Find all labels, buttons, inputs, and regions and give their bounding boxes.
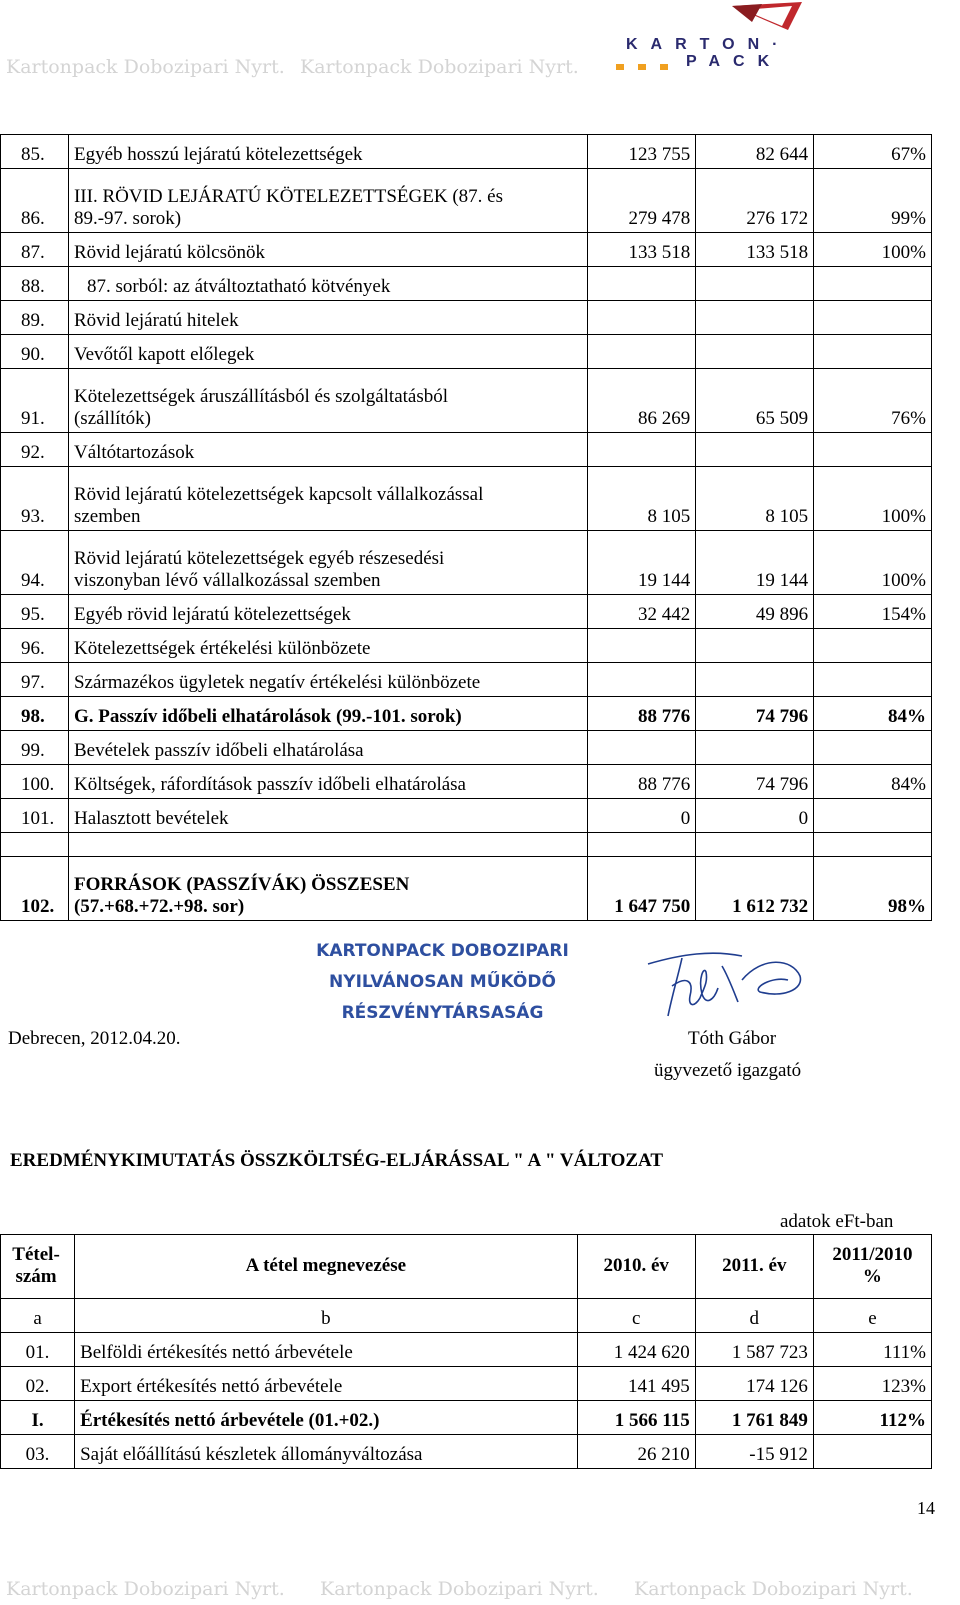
row-label-line2: szemben [73,506,141,527]
spacer-cell [68,833,587,857]
row-label: Értékesítés nettó árbevétele (01.+02.) [75,1401,578,1435]
col-header-2010: 2010. év [577,1235,695,1299]
table-row [1,857,932,921]
spacer-cell [696,833,814,857]
row-label-line1: Rövid lejáratú kötelezettségek egyéb részesedési [73,548,445,569]
table-row [1,467,932,531]
row-number: 93. [1,467,69,531]
row-value-v2010: 123 755 [588,135,696,169]
row-value-pct: 100% [814,531,932,595]
row-value-v2010: 133 518 [588,233,696,267]
row-label: Bevételek passzív időbeli elhatárolása [68,731,587,765]
letter-e: e [813,1299,931,1333]
signer-role: ügyvezető igazgató [654,1060,802,1081]
row-value-v2011: 1 761 849 [695,1401,813,1435]
row-value-pct [813,1435,931,1469]
income-statement-table [0,1234,932,1469]
income-letter-row [1,1299,932,1333]
row-value-v2010: 1 647 750 [588,857,696,921]
row-value-pct: 100% [814,467,932,531]
row-number: 88. [1,267,69,301]
row-label: Származékos ügyletek negatív értékelési különbözete [68,663,587,697]
row-value-pct: 84% [814,765,932,799]
spacer-cell [814,833,932,857]
row-value-v2011: 49 896 [696,595,814,629]
row-value-v2011: 74 796 [696,765,814,799]
row-label: G. Passzív időbeli elhatárolások (99.-101. sorok) [68,697,587,731]
letter-a: a [1,1299,75,1333]
row-value-pct [814,663,932,697]
letter-b: b [75,1299,578,1333]
row-value-pct [814,301,932,335]
stamp-line-2: NYILVÁNOSAN MŰKÖDŐ [329,972,556,992]
income-statement-title: EREDMÉNYKIMUTATÁS ÖSSZKÖLTSÉG-ELJÁRÁSSAL " A " VÁLTOZAT [10,1150,664,1171]
table-row [1,1435,932,1469]
row-number: 86. [1,169,69,233]
signer-name: Tóth Gábor [688,1028,777,1049]
row-value-v2010: 88 776 [588,765,696,799]
table-row [1,301,932,335]
row-value-pct [814,433,932,467]
table-row [1,335,932,369]
row-value-v2010: 1 424 620 [577,1333,695,1367]
row-value-pct: 98% [814,857,932,921]
row-value-v2011 [696,663,814,697]
handwritten-signature-icon [642,936,817,1026]
row-value-pct: 99% [814,169,932,233]
col-header-pct-line1: 2011/2010 [832,1243,913,1265]
table-row [1,765,932,799]
col-header-pct [813,1235,931,1299]
row-label-line1: Kötelezettségek áruszállításból és szolgáltatásból [73,386,449,407]
company-stamp [305,936,580,1029]
table-row [1,1367,932,1401]
row-value-v2010: 8 105 [588,467,696,531]
row-value-v2010: 141 495 [577,1367,695,1401]
row-value-v2010: 26 210 [577,1435,695,1469]
col-header-no-line1: Tétel- [12,1243,60,1265]
row-value-v2011: 174 126 [695,1367,813,1401]
income-header-row [1,1235,932,1299]
balance-sheet-table [0,134,932,921]
table-row [1,629,932,663]
row-number: 101. [1,799,69,833]
logo-text-karton: KARTON· [626,36,791,53]
row-value-pct [814,335,932,369]
row-label [68,857,587,921]
row-number: 99. [1,731,69,765]
logo-text-pack: PACK [686,53,783,70]
table-row [1,799,932,833]
stamp-line-1: KARTONPACK DOBOZIPARI [316,941,569,961]
col-header-name: A tétel megnevezése [75,1235,578,1299]
row-number: 96. [1,629,69,663]
row-label: Egyéb rövid lejáratú kötelezettségek [68,595,587,629]
kartonpack-logo [612,0,812,80]
row-value-pct: 67% [814,135,932,169]
row-value-v2010 [588,267,696,301]
table-row [1,267,932,301]
row-value-pct [814,629,932,663]
row-label-line1: III. RÖVID LEJÁRATÚ KÖTELEZETTSÉGEK (87. és [73,186,503,207]
row-value-v2010: 32 442 [588,595,696,629]
row-value-v2010: 0 [588,799,696,833]
table-row [1,135,932,169]
table-row [1,433,932,467]
row-value-pct: 112% [813,1401,931,1435]
row-value-v2011: 19 144 [696,531,814,595]
row-label: Kötelezettségek értékelési különbözete [68,629,587,663]
footer-watermark-3: Kartonpack Dobozipari Nyrt. [634,1578,913,1600]
row-value-v2011: 133 518 [696,233,814,267]
row-label-line2: 89.-97. sorok) [73,208,182,229]
row-number: 03. [1,1435,75,1469]
table-row [1,1401,932,1435]
row-value-pct: 123% [813,1367,931,1401]
row-number: 89. [1,301,69,335]
row-value-v2010: 86 269 [588,369,696,433]
row-label [68,467,587,531]
table-row [1,1333,932,1367]
row-number: 98. [1,697,69,731]
row-label: Vevőtől kapott előlegek [68,335,587,369]
row-label-line1: FORRÁSOK (PASSZÍVÁK) ÖSSZESEN [73,874,410,895]
row-label: 87. sorból: az átváltoztatható kötvények [68,267,587,301]
row-value-pct: 111% [813,1333,931,1367]
table-row [1,531,932,595]
row-value-v2010 [588,731,696,765]
row-number: 97. [1,663,69,697]
row-value-v2010: 1 566 115 [577,1401,695,1435]
table-row [1,697,932,731]
row-value-v2011 [696,433,814,467]
header-watermark-1: Kartonpack Dobozipari Nyrt. [6,56,285,78]
row-number: I. [1,1401,75,1435]
spacer-cell [1,833,69,857]
row-value-pct: 84% [814,697,932,731]
spacer-cell [588,833,696,857]
row-value-v2011: 1 587 723 [695,1333,813,1367]
footer-watermark-2: Kartonpack Dobozipari Nyrt. [320,1578,599,1600]
header-watermark-2: Kartonpack Dobozipari Nyrt. [300,56,579,78]
row-value-v2011: 74 796 [696,697,814,731]
row-label: Váltótartozások [68,433,587,467]
row-number: 87. [1,233,69,267]
row-value-pct [814,799,932,833]
row-label: Rövid lejáratú kölcsönök [68,233,587,267]
letter-d: d [695,1299,813,1333]
table-row [1,663,932,697]
row-value-v2010 [588,433,696,467]
letter-c: c [577,1299,695,1333]
row-number: 94. [1,531,69,595]
row-value-pct: 100% [814,233,932,267]
row-value-v2011 [696,335,814,369]
table-row [1,369,932,433]
unit-note: adatok eFt-ban [780,1211,894,1232]
row-value-v2011: 276 172 [696,169,814,233]
logo-swoosh-icon [612,0,812,40]
table-row [1,595,932,629]
row-number: 92. [1,433,69,467]
row-value-pct [814,731,932,765]
footer-watermark-1: Kartonpack Dobozipari Nyrt. [6,1578,285,1600]
row-label: Saját előállítású készletek állományváltozása [75,1435,578,1469]
row-value-pct: 154% [814,595,932,629]
row-label: Halasztott bevételek [68,799,587,833]
row-number: 85. [1,135,69,169]
row-value-v2011: 8 105 [696,467,814,531]
row-value-v2010: 88 776 [588,697,696,731]
table-row [1,169,932,233]
row-label-line2: (57.+68.+72.+98. sor) [73,896,245,917]
row-number: 01. [1,1333,75,1367]
row-value-v2011: 82 644 [696,135,814,169]
row-value-v2011: 0 [696,799,814,833]
row-number: 90. [1,335,69,369]
row-number: 95. [1,595,69,629]
row-label: Költségek, ráfordítások passzív időbeli elhatárolása [68,765,587,799]
row-label: Rövid lejáratú hitelek [68,301,587,335]
row-number: 02. [1,1367,75,1401]
spacer-row [1,833,932,857]
row-label: Egyéb hosszú lejáratú kötelezettségek [68,135,587,169]
row-value-v2010: 19 144 [588,531,696,595]
col-header-no [1,1235,75,1299]
row-value-v2011 [696,629,814,663]
table-row [1,233,932,267]
row-label [68,531,587,595]
row-value-pct: 76% [814,369,932,433]
row-value-v2011 [696,267,814,301]
table-row [1,731,932,765]
row-number: 102. [1,857,69,921]
row-number: 91. [1,369,69,433]
col-header-pct-line2: % [862,1265,882,1287]
row-value-v2010 [588,629,696,663]
col-header-2011: 2011. év [695,1235,813,1299]
col-header-no-line2: szám [15,1265,57,1287]
row-label-line2: viszonyban lévő vállalkozással szemben [73,570,381,591]
row-value-v2011: -15 912 [695,1435,813,1469]
place-date: Debrecen, 2012.04.20. [8,1028,181,1049]
row-value-v2011: 1 612 732 [696,857,814,921]
stamp-line-3: RÉSZVÉNYTÁRSASÁG [341,1003,544,1023]
row-label [68,369,587,433]
logo-dots [616,58,682,76]
row-label: Belföldi értékesítés nettó árbevétele [75,1333,578,1367]
page-number: 14 [917,1498,935,1518]
row-value-v2010 [588,335,696,369]
row-label [68,169,587,233]
row-value-v2011 [696,731,814,765]
row-value-v2010 [588,301,696,335]
row-value-pct [814,267,932,301]
row-value-v2010 [588,663,696,697]
row-label-line1: Rövid lejáratú kötelezettségek kapcsolt vállalkozással [73,484,484,505]
row-label: Export értékesítés nettó árbevétele [75,1367,578,1401]
row-value-v2011: 65 509 [696,369,814,433]
row-number: 100. [1,765,69,799]
row-value-v2011 [696,301,814,335]
row-label-line2: (szállítók) [73,408,151,429]
row-value-v2010: 279 478 [588,169,696,233]
